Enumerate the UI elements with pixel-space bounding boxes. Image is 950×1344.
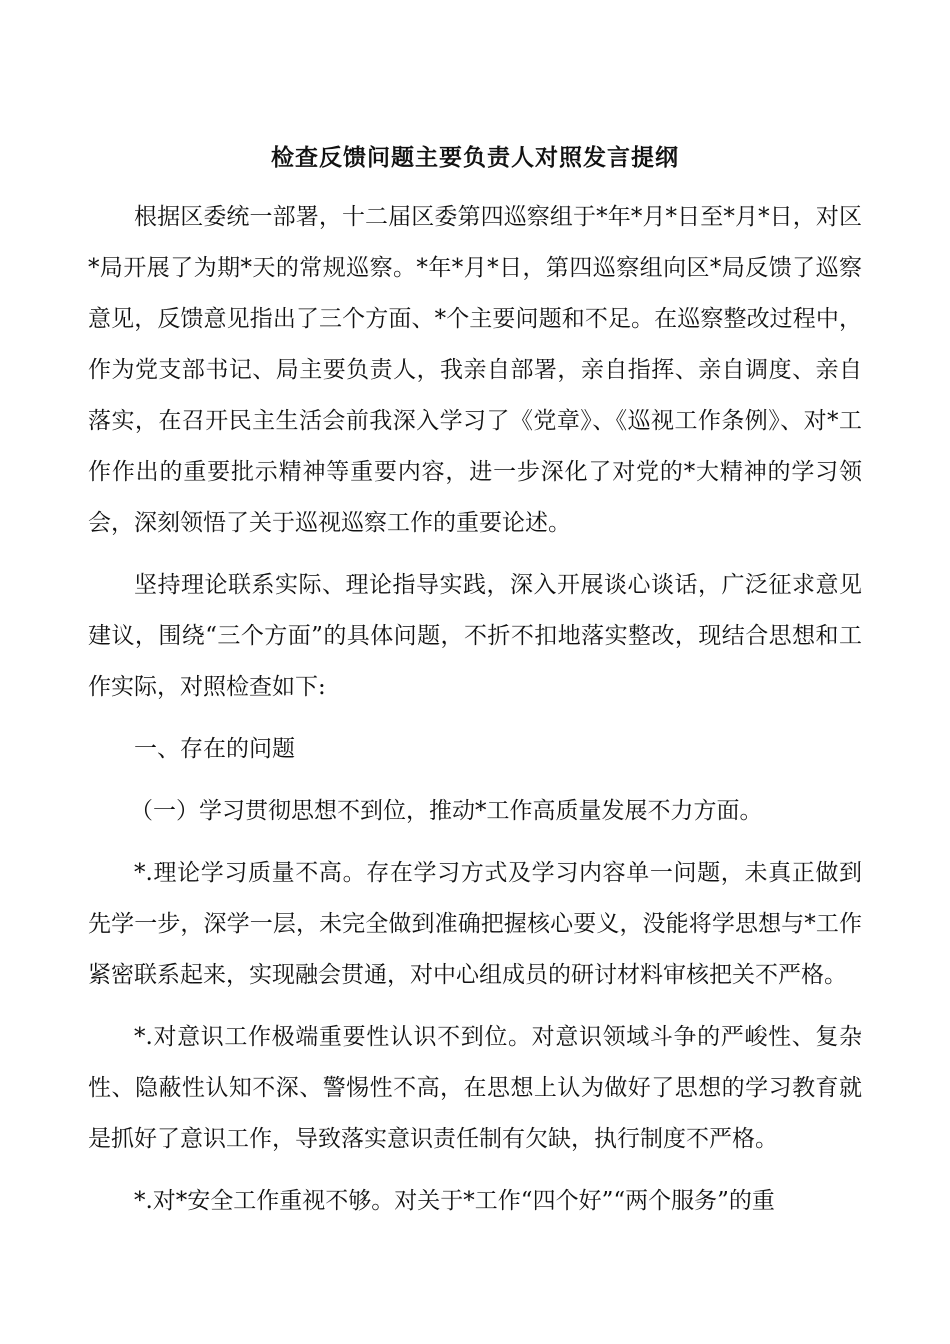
paragraph-method: 坚持理论联系实际、理论指导实践，深入开展谈心谈话，广泛征求意见建议，围绕“三个方面”的具体问题，不折不扣地落实整改，现结合思想和工作实际，对照检查如下: [88,572,862,700]
document-body [88,192,862,1238]
document-title: 检查反馈问题主要负责人对照发言提纲 [271,145,679,171]
paragraph-item-3: *.对*安全工作重视不够。对关于*工作“四个好”“两个服务”的重 [134,1188,775,1214]
paragraph-item-2: *.对意识工作极端重要性认识不到位。对意识领域斗争的严峻性、复杂性、隐蔽性认知不深、警惕性不高，在思想上认为做好了思想的学习教育就是抓好了意识工作，导致落实意识责任制有欠缺，执行制度不严格。 [88,1024,862,1152]
paragraph-intro: 根据区委统一部署，十二届区委第四巡察组于*年*月*日至*月*日，对区*局开展了为期*天的常规巡察。*年*月*日，第四巡察组向区*局反馈了巡察意见，反馈意见指出了三个方面、*个主要问题和不足。在巡察整改过程中，作为党支部书记、局主要负责人，我亲自部署，亲自指挥、亲自调度、亲自落实，在召开民主生活会前我深入学习了《党章》、《巡视工作条例》、对*工作作出的重要批示精神等重要内容，进一步深化了对党的*大精神的学习领会，深刻领悟了关于巡视巡察工作的重要论述。 [88,204,862,536]
subsection-heading: （一）学习贯彻思想不到位，推动*工作高质量发展不力方面。 [130,798,763,824]
section-heading: 一、存在的问题 [134,736,295,762]
paragraph-item-1: *.理论学习质量不高。存在学习方式及学习内容单一问题，未真正做到先学一步，深学一层，未完全做到准确把握核心要义，没能将学思想与*工作紧密联系起来，实现融会贯通，对中心组成员的研讨材料审核把关不严格。 [88,860,862,988]
